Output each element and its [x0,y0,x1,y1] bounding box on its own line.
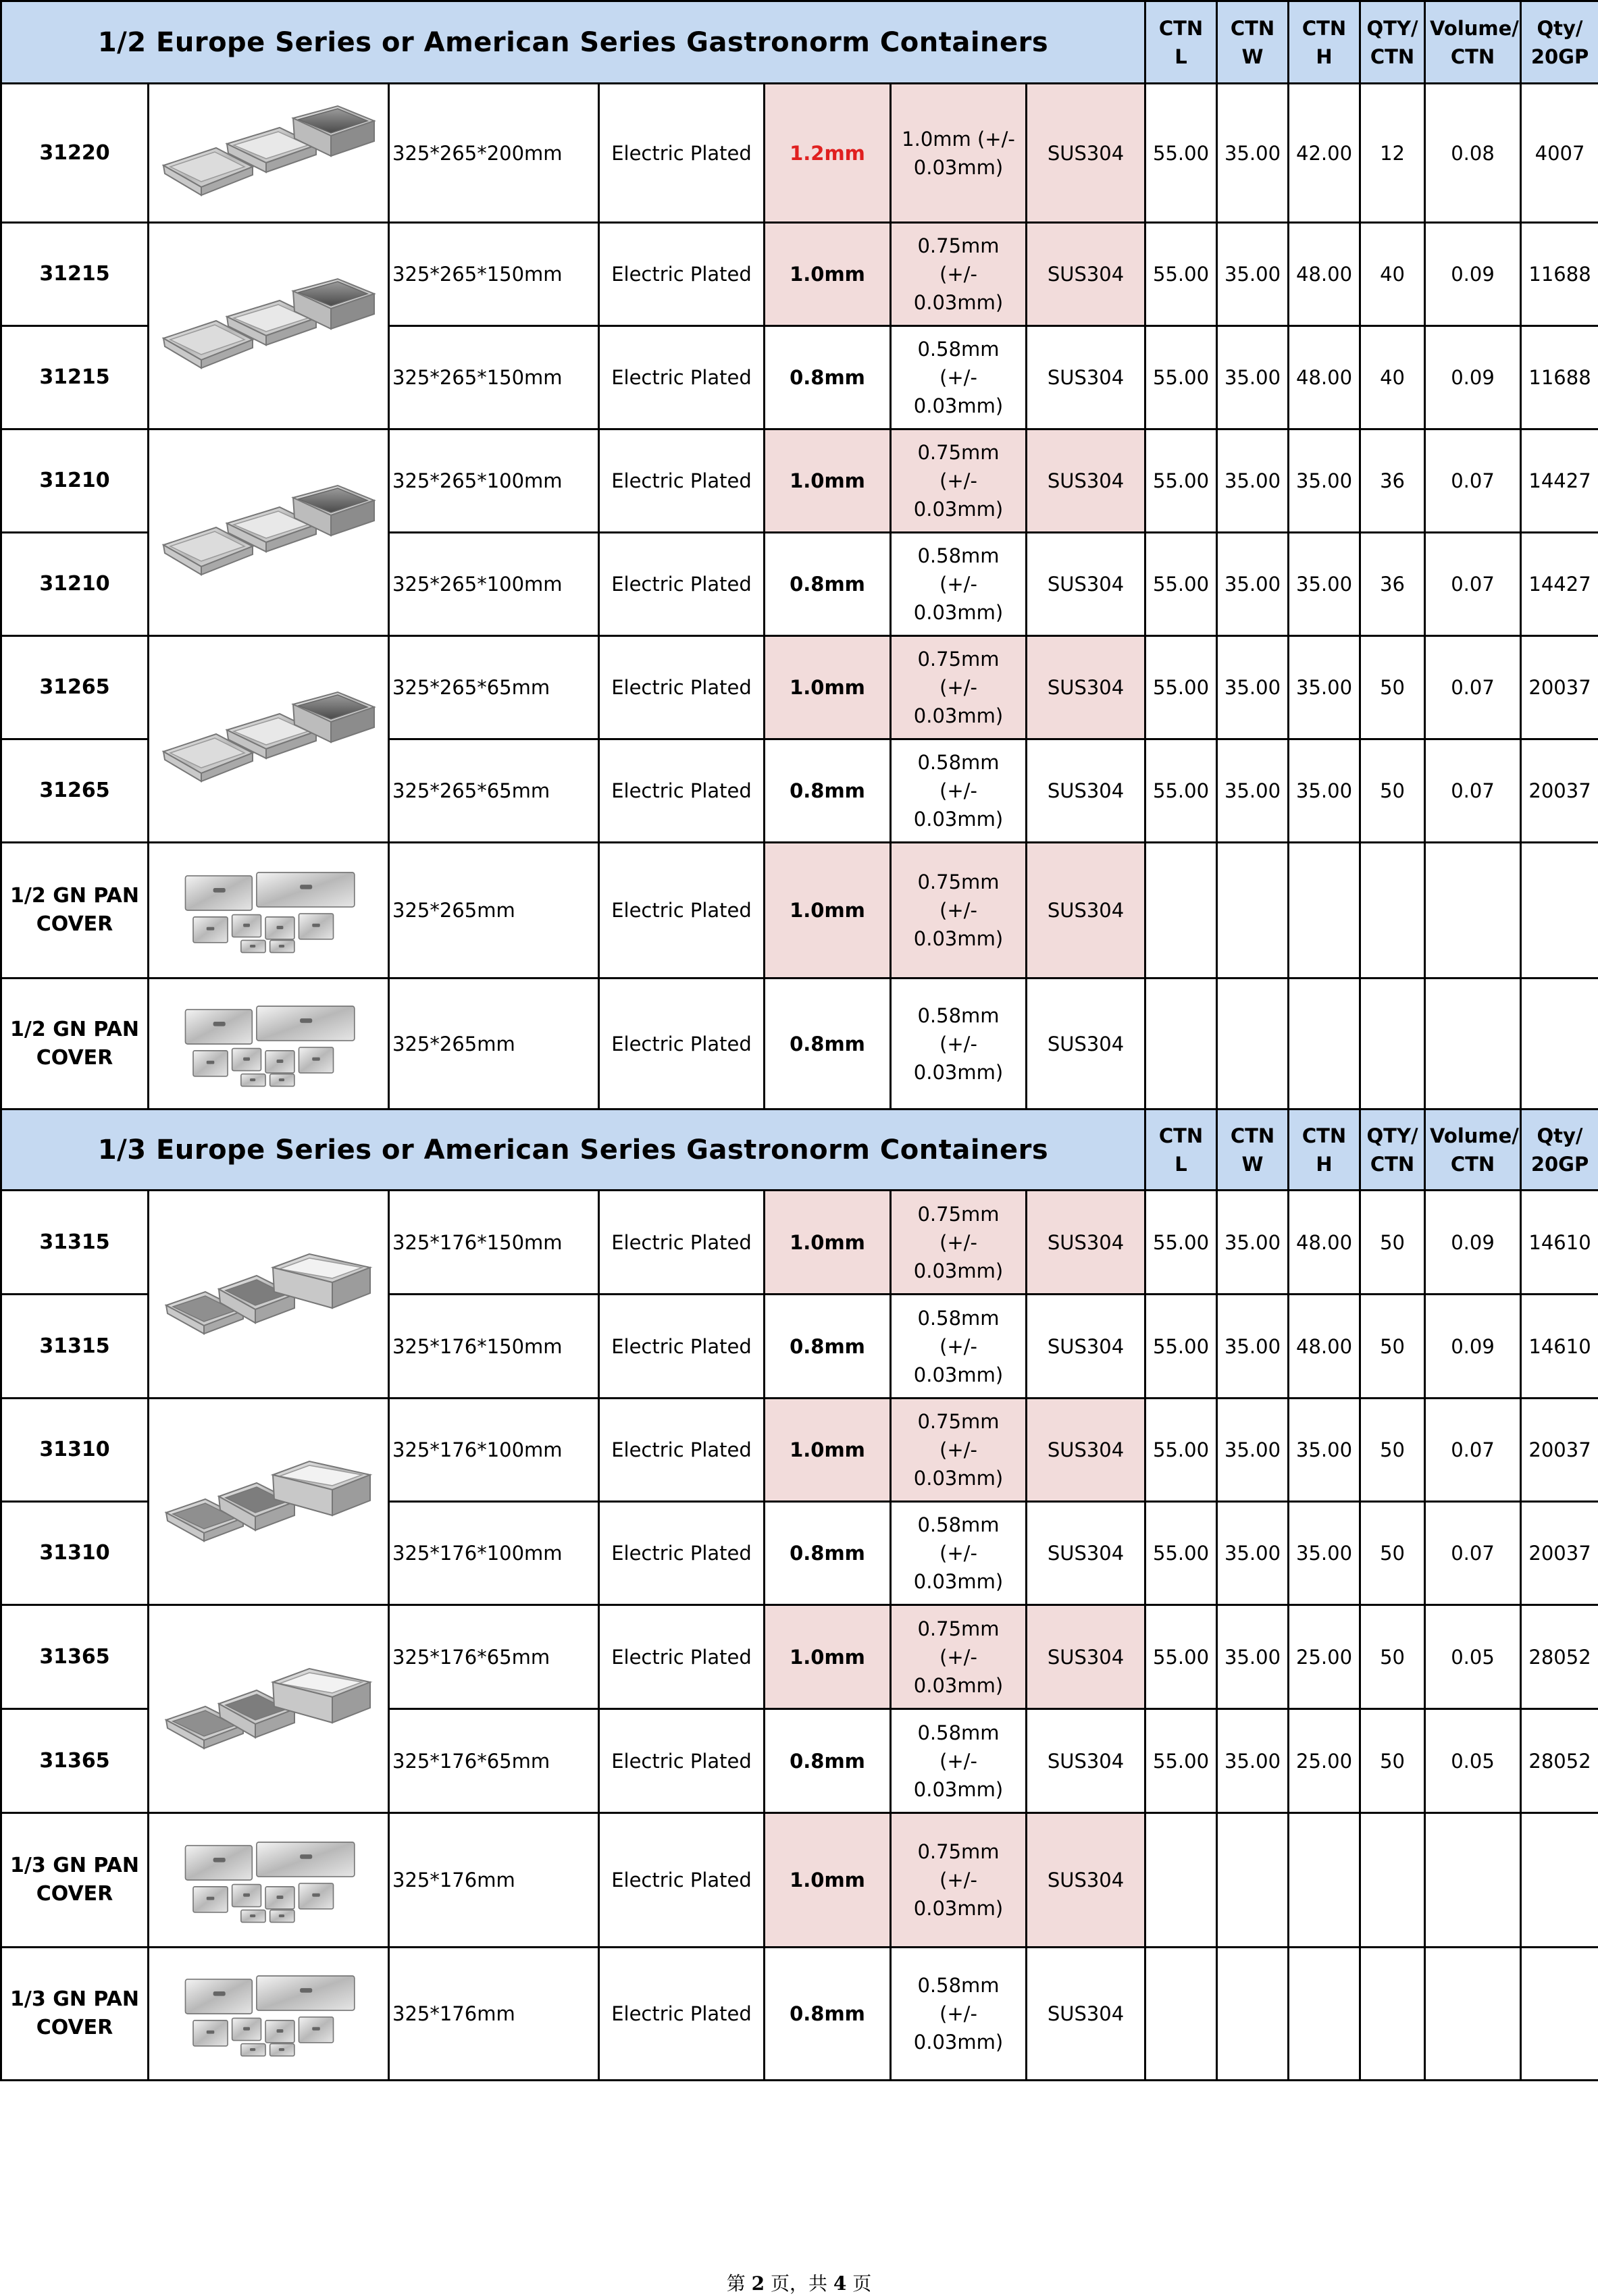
item-thickness: 0.8mm [765,326,891,429]
item-qty-20gp: 14610 [1521,1191,1598,1295]
item-ctn-h: 35.00 [1289,636,1360,739]
table-row [1,1948,1598,2081]
table-row [1,84,1598,223]
item-code: 31310 [1,1502,149,1605]
item-thickness: 1.0mm [765,1191,891,1295]
item-tolerance: 1.0mm (+/- 0.03mm) [891,84,1027,223]
item-ctn-l: 55.00 [1145,1605,1217,1709]
item-finish: Electric Plated [599,84,765,223]
item-tolerance: 0.75mm (+/- 0.03mm) [891,1399,1027,1502]
item-code: 31365 [1,1709,149,1813]
page-total: 4 [833,2272,847,2295]
item-volume: 0.07 [1425,533,1521,636]
item-ctn-w: 35.00 [1217,636,1289,739]
item-tolerance: 0.58mm (+/- 0.03mm) [891,533,1027,636]
item-qty-ctn [1360,1813,1425,1948]
item-tolerance: 0.58mm (+/- 0.03mm) [891,739,1027,843]
product-image [149,1399,389,1605]
item-ctn-h: 42.00 [1289,84,1360,223]
item-finish: Electric Plated [599,1709,765,1813]
table-row [1,1191,1598,1295]
item-material: SUS304 [1027,1813,1145,1948]
product-image [149,1605,389,1813]
item-ctn-h: 48.00 [1289,1295,1360,1399]
footer-prefix: 第 [726,2272,752,2295]
pan-cover-image [174,997,363,1091]
item-qty-20gp [1521,1948,1598,2081]
product-image [149,1191,389,1399]
pan-set-image [154,685,384,793]
item-ctn-h: 35.00 [1289,1502,1360,1605]
item-code: 31315 [1,1191,149,1295]
item-qty-ctn [1360,1948,1425,2081]
item-size: 325*176*150mm [389,1191,599,1295]
table-row [1,223,1598,326]
item-ctn-l [1145,1813,1217,1948]
item-qty-20gp: 20037 [1521,1502,1598,1605]
item-ctn-w: 35.00 [1217,1709,1289,1813]
item-ctn-h [1289,843,1360,979]
item-thickness: 0.8mm [765,739,891,843]
item-finish: Electric Plated [599,1399,765,1502]
item-finish: Electric Plated [599,979,765,1110]
item-qty-20gp: 14427 [1521,429,1598,533]
item-size: 325*176*100mm [389,1502,599,1605]
item-finish: Electric Plated [599,1191,765,1295]
item-ctn-h [1289,1948,1360,2081]
item-ctn-h: 35.00 [1289,533,1360,636]
item-ctn-l: 55.00 [1145,739,1217,843]
item-finish: Electric Plated [599,1605,765,1709]
product-image [149,1948,389,2081]
item-finish: Electric Plated [599,1948,765,2081]
table-row [1,429,1598,533]
item-thickness: 1.2mm [765,84,891,223]
table-row [1,1813,1598,1948]
item-size: 325*265mm [389,979,599,1110]
item-finish: Electric Plated [599,739,765,843]
item-ctn-l [1145,1948,1217,2081]
item-thickness: 0.8mm [765,1948,891,2081]
item-ctn-w: 35.00 [1217,84,1289,223]
item-size: 325*265*65mm [389,636,599,739]
item-volume: 0.09 [1425,223,1521,326]
item-code: 1/2 GN PAN COVER [1,843,149,979]
item-ctn-l: 55.00 [1145,84,1217,223]
item-qty-ctn: 50 [1360,636,1425,739]
col-header-volume-ctn: Volume/ CTN [1425,1,1521,84]
product-image [149,636,389,843]
item-material: SUS304 [1027,739,1145,843]
item-ctn-h: 35.00 [1289,1399,1360,1502]
item-finish: Electric Plated [599,843,765,979]
table-row [1,979,1598,1110]
item-material: SUS304 [1027,429,1145,533]
item-volume [1425,843,1521,979]
item-qty-ctn [1360,843,1425,979]
item-code: 31365 [1,1605,149,1709]
item-ctn-w [1217,1948,1289,2081]
footer-middle: 页，共 [765,2272,833,2295]
col-header-volume-ctn: Volume/ CTN [1425,1110,1521,1191]
item-material: SUS304 [1027,979,1145,1110]
item-tolerance: 0.58mm (+/- 0.03mm) [891,1709,1027,1813]
table-row [1,843,1598,979]
pan-cover-image [174,1966,363,2061]
item-tolerance: 0.58mm (+/- 0.03mm) [891,326,1027,429]
item-volume [1425,1813,1521,1948]
item-finish: Electric Plated [599,223,765,326]
item-qty-ctn: 50 [1360,1605,1425,1709]
item-finish: Electric Plated [599,429,765,533]
item-qty-20gp: 28052 [1521,1709,1598,1813]
item-code: 31215 [1,326,149,429]
item-finish: Electric Plated [599,533,765,636]
item-code: 31310 [1,1399,149,1502]
item-code: 31210 [1,533,149,636]
item-material: SUS304 [1027,636,1145,739]
section-header-row [1,1,1598,84]
item-ctn-h: 25.00 [1289,1605,1360,1709]
item-ctn-h: 35.00 [1289,429,1360,533]
product-image [149,1813,389,1948]
col-header-qty-ctn: QTY/ CTN [1360,1,1425,84]
item-tolerance: 0.75mm (+/- 0.03mm) [891,636,1027,739]
col-header-ctn-w: CTN W [1217,1110,1289,1191]
col-header-qty-ctn: QTY/ CTN [1360,1110,1425,1191]
item-thickness: 1.0mm [765,636,891,739]
item-ctn-w [1217,843,1289,979]
item-ctn-l [1145,843,1217,979]
item-ctn-l: 55.00 [1145,636,1217,739]
item-size: 325*265*150mm [389,223,599,326]
item-thickness: 1.0mm [765,843,891,979]
footer-suffix: 页 [846,2272,872,2295]
item-ctn-l: 55.00 [1145,326,1217,429]
item-ctn-l: 55.00 [1145,1709,1217,1813]
pan-cover-image [174,1833,363,1927]
item-code: 31220 [1,84,149,223]
item-volume: 0.07 [1425,1399,1521,1502]
item-volume: 0.07 [1425,1502,1521,1605]
item-size: 325*176mm [389,1813,599,1948]
item-volume [1425,1948,1521,2081]
item-material: SUS304 [1027,326,1145,429]
item-material: SUS304 [1027,843,1145,979]
item-material: SUS304 [1027,533,1145,636]
item-thickness: 0.8mm [765,1709,891,1813]
item-volume: 0.09 [1425,326,1521,429]
item-ctn-w: 35.00 [1217,533,1289,636]
item-ctn-w: 35.00 [1217,1399,1289,1502]
item-qty-ctn: 36 [1360,533,1425,636]
pan-cover-image [174,863,363,958]
product-image [149,223,389,429]
item-volume: 0.07 [1425,636,1521,739]
item-volume: 0.08 [1425,84,1521,223]
item-qty-20gp: 20037 [1521,636,1598,739]
item-code: 31215 [1,223,149,326]
item-qty-20gp: 14610 [1521,1295,1598,1399]
page-number: 2 [751,2272,765,2295]
item-material: SUS304 [1027,1948,1145,2081]
item-tolerance: 0.58mm (+/- 0.03mm) [891,1502,1027,1605]
item-material: SUS304 [1027,1295,1145,1399]
pan-set-image [154,1448,384,1556]
item-size: 325*265*150mm [389,326,599,429]
col-header-ctn-h: CTN H [1289,1,1360,84]
item-thickness: 0.8mm [765,1502,891,1605]
item-tolerance: 0.75mm (+/- 0.03mm) [891,429,1027,533]
item-volume: 0.09 [1425,1295,1521,1399]
item-size: 325*265*100mm [389,533,599,636]
item-thickness: 0.8mm [765,979,891,1110]
item-ctn-w [1217,979,1289,1110]
item-thickness: 1.0mm [765,1605,891,1709]
product-image [149,429,389,636]
item-ctn-w: 35.00 [1217,326,1289,429]
item-ctn-h: 48.00 [1289,1191,1360,1295]
item-ctn-h: 25.00 [1289,1709,1360,1813]
item-qty-20gp: 20037 [1521,739,1598,843]
item-ctn-l [1145,979,1217,1110]
item-ctn-w: 35.00 [1217,429,1289,533]
item-ctn-l: 55.00 [1145,1399,1217,1502]
item-qty-ctn: 50 [1360,739,1425,843]
item-qty-20gp [1521,843,1598,979]
item-ctn-l: 55.00 [1145,533,1217,636]
item-qty-ctn: 50 [1360,1191,1425,1295]
item-code: 1/3 GN PAN COVER [1,1813,149,1948]
col-header-ctn-l: CTN L [1145,1110,1217,1191]
item-tolerance: 0.75mm (+/- 0.03mm) [891,1191,1027,1295]
item-qty-20gp: 20037 [1521,1399,1598,1502]
page-footer [0,2269,1598,2296]
item-qty-20gp [1521,979,1598,1110]
item-qty-20gp: 14427 [1521,533,1598,636]
item-ctn-w: 35.00 [1217,1502,1289,1605]
item-qty-ctn: 50 [1360,1709,1425,1813]
item-ctn-w [1217,1813,1289,1948]
col-header-qty-20gp: Qty/ 20GP [1521,1110,1598,1191]
item-material: SUS304 [1027,1191,1145,1295]
item-qty-ctn: 50 [1360,1502,1425,1605]
item-tolerance: 0.75mm (+/- 0.03mm) [891,223,1027,326]
col-header-ctn-h: CTN H [1289,1110,1360,1191]
item-material: SUS304 [1027,1502,1145,1605]
col-header-qty-20gp: Qty/ 20GP [1521,1,1598,84]
item-ctn-w: 35.00 [1217,739,1289,843]
item-size: 325*265*100mm [389,429,599,533]
section-header-row [1,1110,1598,1191]
item-volume: 0.05 [1425,1605,1521,1709]
item-finish: Electric Plated [599,636,765,739]
item-ctn-l: 55.00 [1145,1191,1217,1295]
item-code: 31315 [1,1295,149,1399]
item-qty-ctn: 40 [1360,326,1425,429]
item-code: 31265 [1,636,149,739]
item-ctn-h: 48.00 [1289,223,1360,326]
item-size: 325*265*200mm [389,84,599,223]
product-image [149,84,389,223]
item-finish: Electric Plated [599,1295,765,1399]
pan-set-image [154,479,384,587]
item-volume: 0.05 [1425,1709,1521,1813]
item-volume: 0.09 [1425,1191,1521,1295]
item-material: SUS304 [1027,1399,1145,1502]
item-ctn-l: 55.00 [1145,1295,1217,1399]
item-qty-20gp: 4007 [1521,84,1598,223]
item-code: 31265 [1,739,149,843]
item-ctn-l: 55.00 [1145,429,1217,533]
item-finish: Electric Plated [599,1813,765,1948]
item-qty-20gp [1521,1813,1598,1948]
item-material: SUS304 [1027,223,1145,326]
item-material: SUS304 [1027,84,1145,223]
item-thickness: 0.8mm [765,1295,891,1399]
item-thickness: 0.8mm [765,533,891,636]
pan-set-image [154,1241,384,1349]
item-size: 325*265*65mm [389,739,599,843]
table-row [1,1399,1598,1502]
item-tolerance: 0.58mm (+/- 0.03mm) [891,979,1027,1110]
item-ctn-w: 35.00 [1217,1295,1289,1399]
product-image [149,979,389,1110]
item-qty-ctn [1360,979,1425,1110]
item-qty-ctn: 36 [1360,429,1425,533]
item-ctn-h: 35.00 [1289,739,1360,843]
item-qty-ctn: 12 [1360,84,1425,223]
item-code: 1/2 GN PAN COVER [1,979,149,1110]
table-row [1,636,1598,739]
product-image [149,843,389,979]
item-thickness: 1.0mm [765,1813,891,1948]
item-code: 1/3 GN PAN COVER [1,1948,149,2081]
item-ctn-h [1289,1813,1360,1948]
item-ctn-w: 35.00 [1217,223,1289,326]
item-tolerance: 0.75mm (+/- 0.03mm) [891,1813,1027,1948]
item-qty-ctn: 50 [1360,1399,1425,1502]
item-finish: Electric Plated [599,1502,765,1605]
item-ctn-l: 55.00 [1145,1502,1217,1605]
item-ctn-h [1289,979,1360,1110]
item-qty-ctn: 40 [1360,223,1425,326]
item-ctn-w: 35.00 [1217,1191,1289,1295]
item-volume: 0.07 [1425,429,1521,533]
item-ctn-l: 55.00 [1145,223,1217,326]
item-ctn-w: 35.00 [1217,1605,1289,1709]
item-material: SUS304 [1027,1605,1145,1709]
item-tolerance: 0.58mm (+/- 0.03mm) [891,1295,1027,1399]
item-size: 325*176*65mm [389,1605,599,1709]
item-tolerance: 0.75mm (+/- 0.03mm) [891,1605,1027,1709]
item-qty-20gp: 11688 [1521,326,1598,429]
section-title: 1/3 Europe Series or American Series Gastronorm Containers [1,1110,1145,1191]
item-tolerance: 0.58mm (+/- 0.03mm) [891,1948,1027,2081]
item-size: 325*265mm [389,843,599,979]
item-material: SUS304 [1027,1709,1145,1813]
item-finish: Electric Plated [599,326,765,429]
item-thickness: 1.0mm [765,429,891,533]
item-thickness: 1.0mm [765,223,891,326]
item-qty-ctn: 50 [1360,1295,1425,1399]
item-code: 31210 [1,429,149,533]
item-size: 325*176*100mm [389,1399,599,1502]
item-size: 325*176*150mm [389,1295,599,1399]
item-volume [1425,979,1521,1110]
item-ctn-h: 48.00 [1289,326,1360,429]
pan-set-image [154,272,384,380]
section-title: 1/2 Europe Series or American Series Gastronorm Containers [1,1,1145,84]
item-thickness: 1.0mm [765,1399,891,1502]
col-header-ctn-l: CTN L [1145,1,1217,84]
pan-set-image [154,99,384,207]
item-size: 325*176*65mm [389,1709,599,1813]
item-tolerance: 0.75mm (+/- 0.03mm) [891,843,1027,979]
item-volume: 0.07 [1425,739,1521,843]
table-row [1,1605,1598,1709]
pan-set-image [154,1655,384,1763]
item-qty-20gp: 28052 [1521,1605,1598,1709]
col-header-ctn-w: CTN W [1217,1,1289,84]
item-qty-20gp: 11688 [1521,223,1598,326]
item-size: 325*176mm [389,1948,599,2081]
